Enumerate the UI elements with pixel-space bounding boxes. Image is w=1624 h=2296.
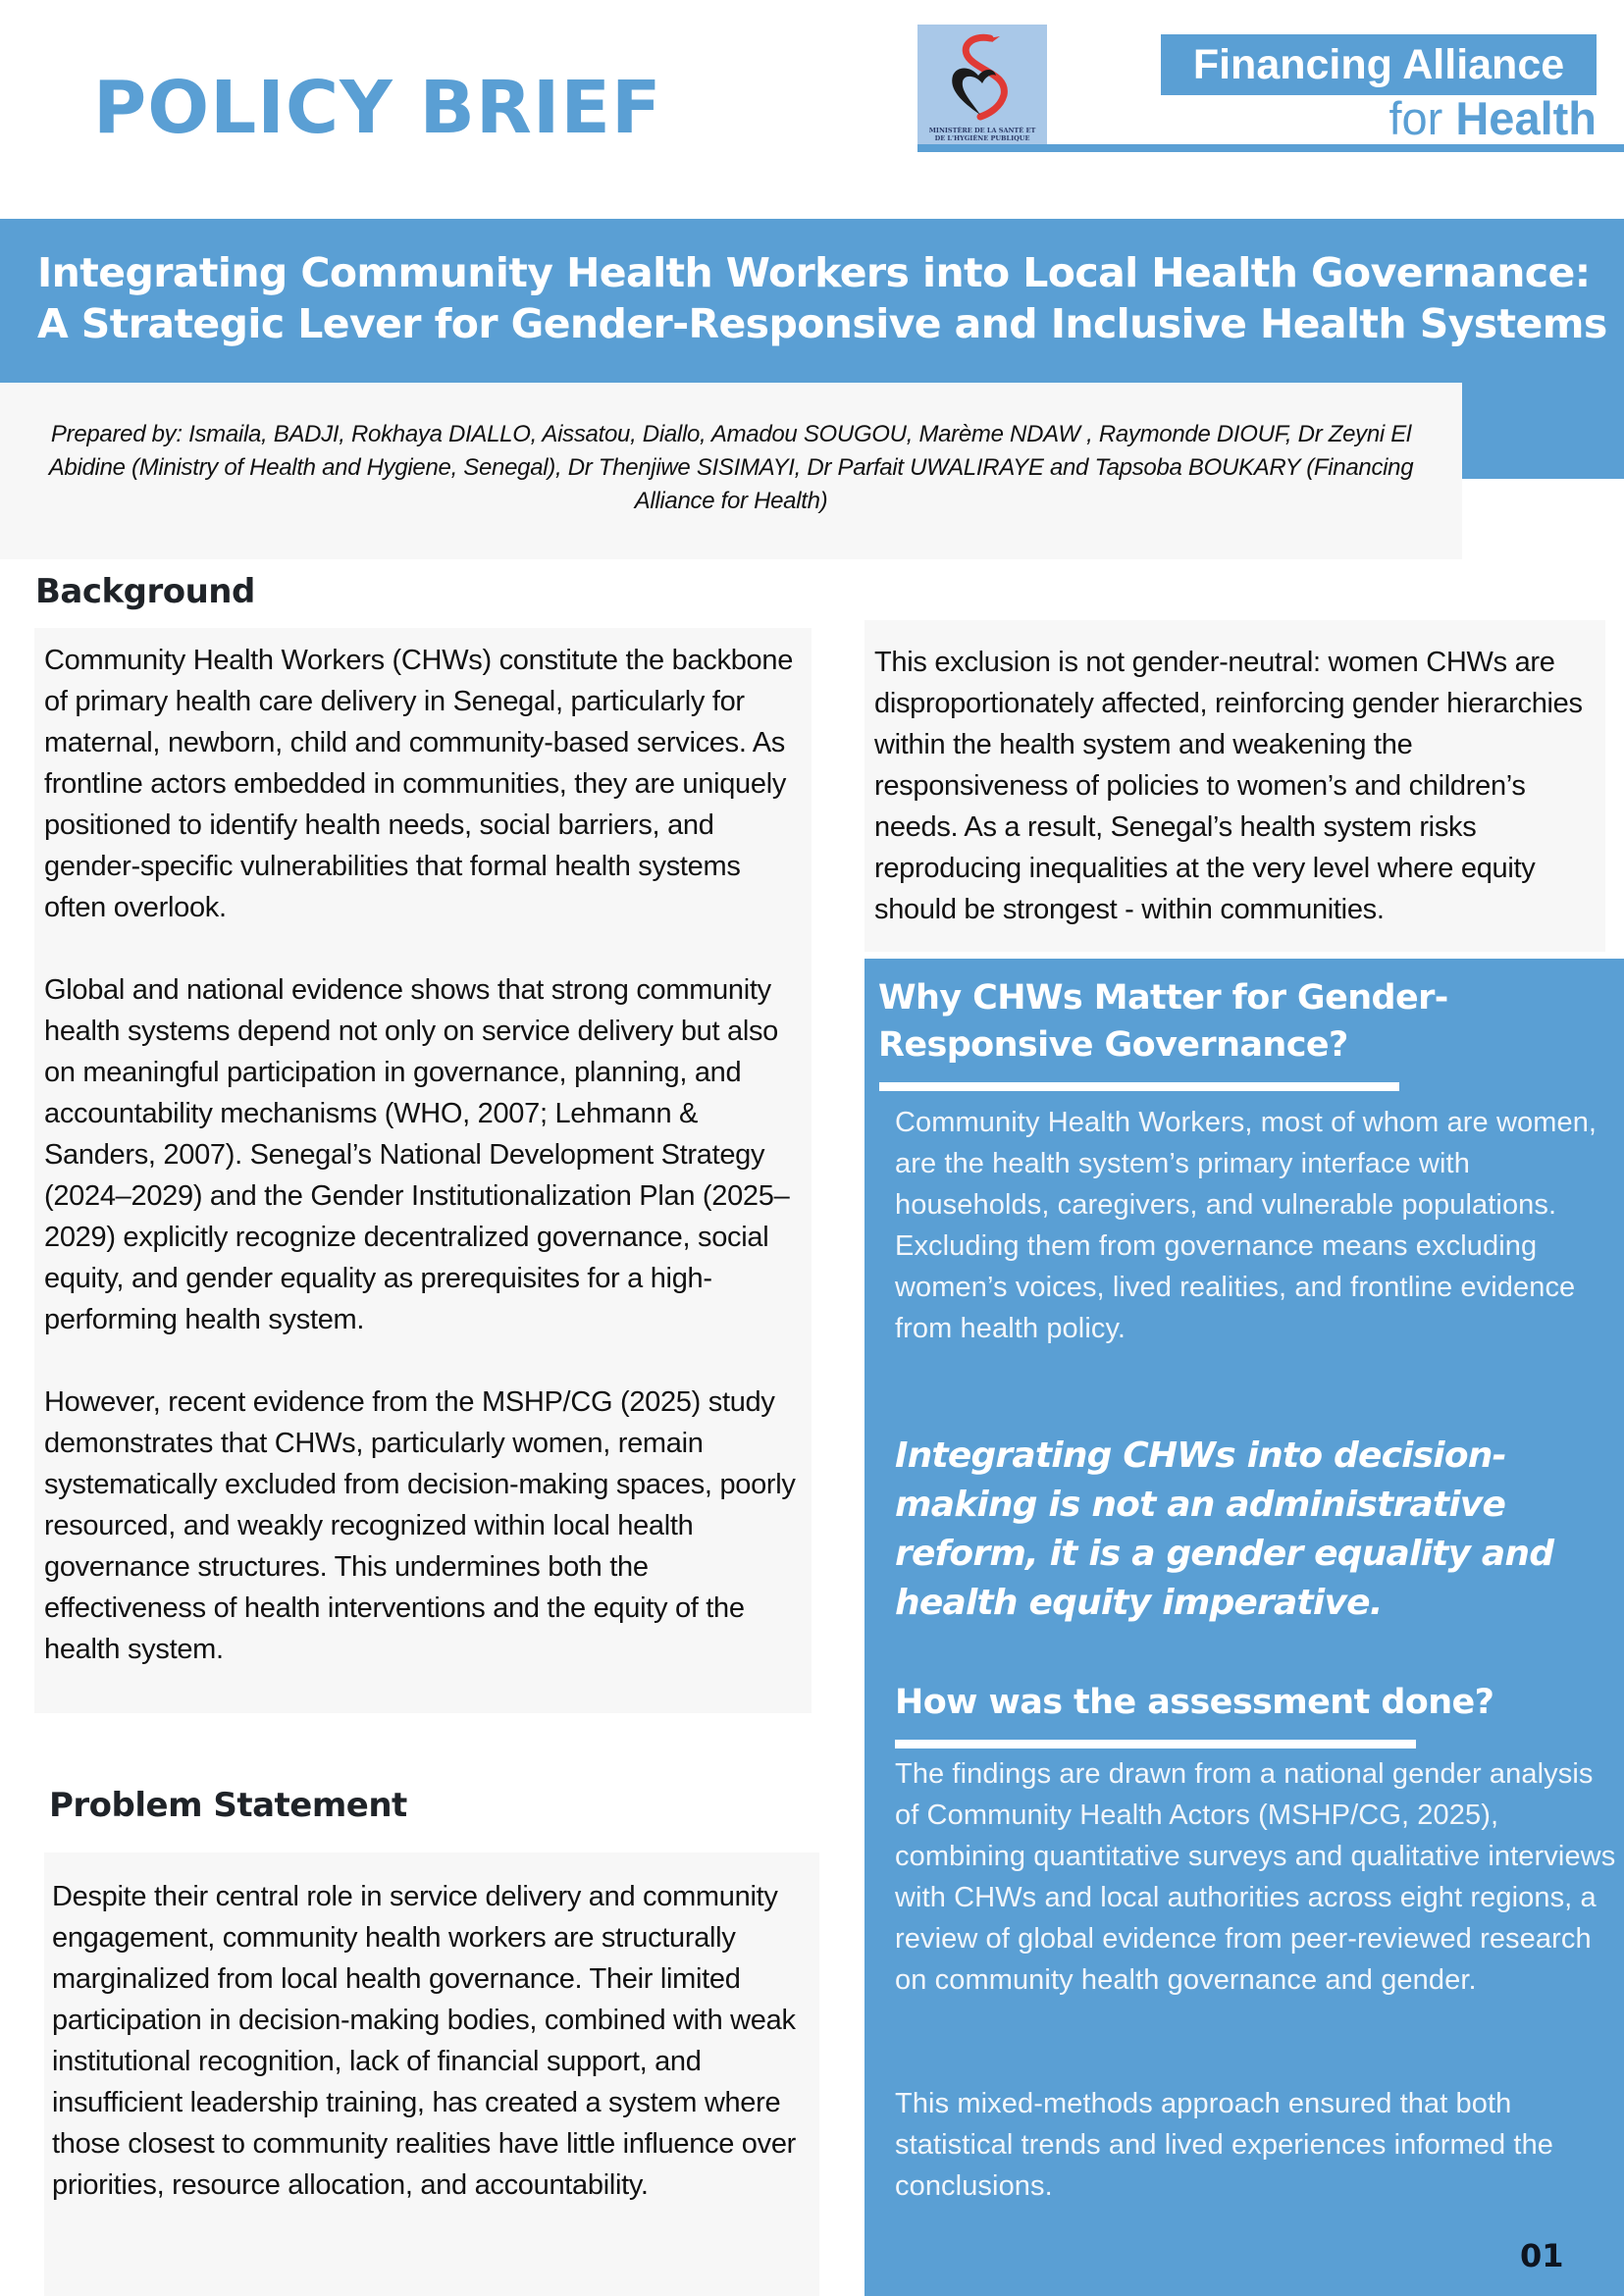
title-banner-extension bbox=[1462, 383, 1624, 479]
why-chws-heading-underline bbox=[879, 1082, 1399, 1091]
title-line-1: Integrating Community Health Workers into Local Health Governance: bbox=[37, 249, 1591, 296]
assessment-paragraph-1: The findings are drawn from a national gender analysis of Community Health Actors (MSHP/CG, 2025), combining quantitative surveys and qualitative interviews with CHWs and local authorities across eight regions, a review of global evidence from peer-reviewed research on community health governance and gender. bbox=[895, 1758, 1616, 1996]
why-chws-heading bbox=[878, 974, 1448, 1069]
authors-box bbox=[0, 383, 1462, 559]
problem-statement-heading: Problem Statement bbox=[49, 1786, 407, 1825]
fah-logo-title: Financing Alliance bbox=[1161, 34, 1597, 95]
ministry-logo-caption: MINISTÈRE DE LA SANTÉ ET DE L'HYGIÈNE PUBLIQUE bbox=[928, 127, 1036, 142]
assessment-heading-underline bbox=[895, 1740, 1416, 1748]
policy-brief-label: POLICY BRIEF bbox=[93, 66, 662, 150]
problem-statement-text: Despite their central role in service delivery and community engagement, community health workers are structurally marginalized from local health governance. Their limited participation in decision-making bodies, combined with weak institutional recognition, lack of financial support, and insufficient leadership training, has created a system where those closest to community realities have little influence over priorities, resource allocation, and accountability. bbox=[52, 1881, 797, 2201]
background-box bbox=[34, 628, 812, 1713]
background-heading: Background bbox=[35, 572, 255, 611]
background-paragraph-3: However, recent evidence from the MSHP/CG (2025) study demonstrates that CHWs, particularly women, remain systematically excluded from decision-making spaces, poorly resourced, and weakly recognized within local health governance structures. This undermines both the effectiveness of health interventions and the equity of the health system. bbox=[44, 1386, 796, 1665]
problem-statement-box bbox=[44, 1852, 819, 2296]
fah-logo-health: Health bbox=[1455, 92, 1597, 144]
why-chws-heading-line-2: Responsive Governance? bbox=[878, 1025, 1348, 1065]
caduceus-heart-icon bbox=[931, 30, 1033, 121]
assessment-paragraph-2: This mixed-methods approach ensured that both statistical trends and lived experiences informed the conclusions. bbox=[895, 2088, 1554, 2202]
page-number: 01 bbox=[1520, 2237, 1564, 2274]
ministry-of-health-logo bbox=[917, 25, 1047, 152]
why-chws-quote: Integrating CHWs into decision-making is not an administrative reform, it is a gender equality and health equity imperative. bbox=[895, 1435, 1554, 1623]
why-chws-panel bbox=[864, 959, 1624, 2296]
assessment-heading: How was the assessment done? bbox=[895, 1683, 1494, 1722]
title-line-2: A Strategic Lever for Gender-Responsive and Inclusive Health Systems bbox=[37, 300, 1607, 347]
why-chws-text: Community Health Workers, most of whom are women, are the health system’s primary interface with households, caregivers, and vulnerable populations. Excluding them from governance means excluding women’s voices, lived realities, and frontline evidence from health policy. bbox=[895, 1107, 1598, 1344]
background-paragraph-1: Community Health Workers (CHWs) constitute the backbone of primary health care delivery in Senegal, particularly for maternal, newborn, child and community-based services. As frontline actors embedded in communities, they are uniquely positioned to identify health needs, social barriers, and gender-specific vulnerabilities that formal health systems often overlook. bbox=[44, 645, 794, 923]
fah-logo-subtitle bbox=[1388, 94, 1597, 143]
fah-logo-for: for bbox=[1388, 92, 1456, 144]
header-divider bbox=[917, 144, 1624, 152]
document-title bbox=[37, 247, 1607, 349]
authors-text: Prepared by: Ismaila, BADJI, Rokhaya DIALLO, Aissatou, Diallo, Amadou SOUGOU, Marème NDAW , Raymonde DIOUF, Dr Zeyni El Abidine (Ministry of Health and Hygiene, Senegal), Dr Thenjiwe SISIMAYI, Dr Parfait UWALIRAYE and Tapsoba BOUKARY (Financing Alliance for Health) bbox=[48, 421, 1414, 514]
why-chws-heading-line-1: Why CHWs Matter for Gender- bbox=[878, 978, 1448, 1018]
background-paragraph-2: Global and national evidence shows that strong community health systems depend not only on service delivery but also on meaningful participation in governance, planning, and accountability mechanisms (WHO, 2007; Lehmann & Sanders, 2007). Senegal’s National Development Strategy (2024–2029) and the Gender Institutionalization Plan (2025–2029) explicitly recognize decentralized governance, social equity, and gender equality as prerequisites for a high-performing health system. bbox=[44, 974, 790, 1335]
exclusion-box bbox=[864, 620, 1605, 952]
exclusion-text: This exclusion is not gender-neutral: women CHWs are disproportionately affected, reinforcing gender hierarchies within the health system and weakening the responsiveness of policies to women’s and children’s needs. As a result, Senegal’s health system risks reproducing inequalities at the very level where equity should be strongest - within communities. bbox=[874, 647, 1583, 925]
